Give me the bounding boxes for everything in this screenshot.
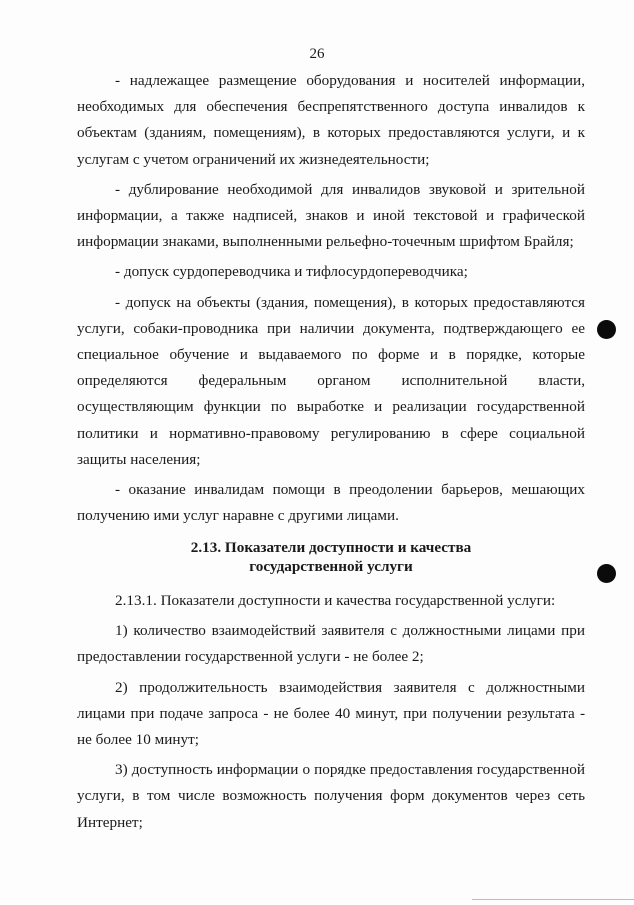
- page-number: 26: [309, 46, 325, 62]
- paragraph-information-duplication: - дублирование необходимой для инвалидов звуковой и зрительной информации, а также надписей, знаков и иной текстовой и графической информации знаками, выполненными рельефно-точечным шрифтом Брайля;: [77, 180, 585, 251]
- section-heading-line-1: 2.13. Показатели доступности и качества: [190, 539, 472, 556]
- punch-hole-upper: [597, 320, 616, 339]
- paragraph-interpreter-admission: - допуск сурдопереводчика и тифлосурдопереводчика;: [115, 263, 468, 281]
- paragraph-information-availability: 3) доступность информации о порядке предоставления государственной услуги, в том числе возможность получения форм документов через сеть Интернет;: [77, 761, 585, 831]
- paragraph-indicators-intro: 2.13.1. Показатели доступности и качества государственной услуги:: [115, 592, 556, 609]
- section-heading: [77, 538, 585, 576]
- section-heading-line-2: государственной услуги: [249, 558, 413, 575]
- paragraph-guide-dog-admission: - допуск на объекты (здания, помещения), в которых предоставляются услуги, собаки-проводника при наличии документа, подтверждающего ее специальное обучение и выдаваемого по форме и в порядке, которые определяются федеральным органом исполнительной власти, осуществляющим функции по выработке и реализации государственной политики и нормативно-правовому регулированию в сфере социальной защиты населения;: [77, 293, 585, 468]
- paragraph-barrier-assistance: - оказание инвалидам помощи в преодолении барьеров, мешающих получению ими услуг наравне с другими лицами.: [77, 481, 585, 525]
- punch-hole-lower: [597, 564, 616, 583]
- paragraph-equipment-placement: - надлежащее размещение оборудования и носителей информации, необходимых для обеспечения беспрепятственного доступа инвалидов к объектам (зданиям, помещениям), в которых предоставляются услуги, и к услугам с учетом ограничений их жизнедеятельности;: [77, 72, 585, 168]
- paragraph-interaction-duration: 2) продолжительность взаимодействия заявителя с должностными лицами при подаче запроса - не более 40 минут, при получении результата - не более 10 минут;: [77, 678, 585, 749]
- scan-edge-line: [472, 899, 634, 900]
- accessibility-measures-list: [77, 68, 585, 529]
- quality-indicators-list: [77, 588, 585, 840]
- paragraph-interaction-count: 1) количество взаимодействий заявителя с должностными лицами при предоставлении государственной услуги - не более 2;: [77, 622, 585, 666]
